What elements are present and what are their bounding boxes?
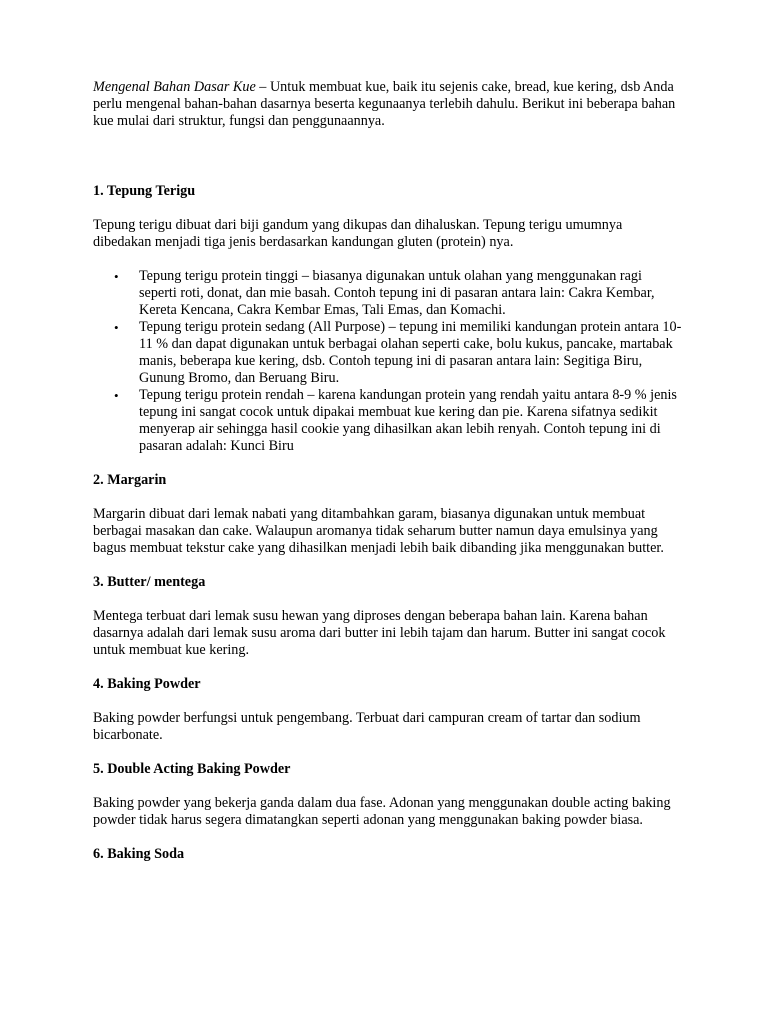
section-heading-baking-soda: 6. Baking Soda xyxy=(93,846,185,862)
list-item xyxy=(93,319,683,387)
list-item xyxy=(93,387,683,455)
spacer xyxy=(93,130,683,183)
bullet-icon: • xyxy=(114,269,119,284)
section-heading-butter: 3. Butter/ mentega xyxy=(93,574,206,590)
section-body-baking-powder: Baking powder berfungsi untuk pengembang. Terbuat dari campuran cream of tartar dan sodium bicarbonate. xyxy=(93,710,641,743)
section-heading-double-acting: 5. Double Acting Baking Powder xyxy=(93,761,291,777)
section-heading-baking-powder: 4. Baking Powder xyxy=(93,676,201,692)
spacer xyxy=(93,591,683,608)
section-body-margarin: Margarin dibuat dari lemak nabati yang ditambahkan garam, biasanya digunakan untuk membuat berbagai masakan dan cake. Walaupun aromanya tidak seharum butter namun daya emulsinya yang bagus membuat tekstur cake yang dihasilkan menjadi lebih baik dibanding jika menggunakan butter. xyxy=(93,506,664,556)
tepung-types-list xyxy=(93,268,683,455)
spacer xyxy=(93,659,683,676)
spacer xyxy=(93,829,683,846)
section-heading-tepung-terigu: 1. Tepung Terigu xyxy=(93,183,196,199)
bullet-icon: • xyxy=(114,320,119,335)
list-item-text: Tepung terigu protein tinggi – biasanya digunakan untuk olahan yang menggunakan ragi seperti roti, donat, dan mie basah. Contoh tepung ini di pasaran antara lain: Cakra Kembar, Kereta Kencana, Cakra Kembar Emas, Tali Emas, dan Komachi. xyxy=(139,268,655,318)
section-body-tepung-terigu: Tepung terigu dibuat dari biji gandum yang dikupas dan dihaluskan. Tepung terigu umumnya dibedakan menjadi tiga jenis berdasarkan kandungan gluten (protein) nya. xyxy=(93,217,623,250)
section-heading-margarin: 2. Margarin xyxy=(93,472,167,488)
spacer xyxy=(93,693,683,710)
spacer xyxy=(93,778,683,795)
spacer xyxy=(93,455,683,472)
document-content xyxy=(93,79,683,863)
spacer xyxy=(93,557,683,574)
spacer xyxy=(93,251,683,268)
intro-text: – Untuk membuat kue, baik itu sejenis cake, bread, kue kering, dsb Anda perlu mengenal bahan-bahan dasarnya beserta kegunaanya terlebih dahulu. Berikut ini beberapa bahan kue mulai dari struktur, fungsi dan penggunaannya. xyxy=(93,79,676,129)
section-body-butter: Mentega terbuat dari lemak susu hewan yang diproses dengan beberapa bahan lain. Karena bahan dasarnya adalah dari lemak susu aroma dari butter ini lebih tajam dan harum. Butter ini sangat cocok untuk membuat kue kering. xyxy=(93,608,666,658)
spacer xyxy=(93,200,683,217)
intro-title: Mengenal Bahan Dasar Kue xyxy=(93,79,256,95)
intro-paragraph xyxy=(93,79,683,130)
list-item-text: Tepung terigu protein rendah – karena kandungan protein yang rendah yaitu antara 8-9 % jenis tepung ini sangat cocok untuk dipakai membuat kue kering dan pie. Karena sifatnya sedikit menyerap air sehingga hasil cookie yang dihasilkan akan lebih renyah. Contoh tepung ini di pasaran adalah: Kunci Biru xyxy=(139,387,677,454)
spacer xyxy=(93,744,683,761)
spacer xyxy=(93,489,683,506)
bullet-icon: • xyxy=(114,388,119,403)
list-item-text: Tepung terigu protein sedang (All Purpose) – tepung ini memiliki kandungan protein antara 10-11 % dan dapat digunakan untuk berbagai olahan seperti cake, bolu kukus, pancake, martabak manis, beberapa kue kering, dsb. Contoh tepung ini di pasaran antara lain: Segitiga Biru, Gunung Bromo, dan Beruang Biru. xyxy=(139,319,682,386)
section-body-double-acting: Baking powder yang bekerja ganda dalam dua fase. Adonan yang menggunakan double acting baking powder tidak harus segera dimatangkan seperti adonan yang menggunakan baking powder biasa. xyxy=(93,795,671,828)
list-item xyxy=(93,268,683,319)
